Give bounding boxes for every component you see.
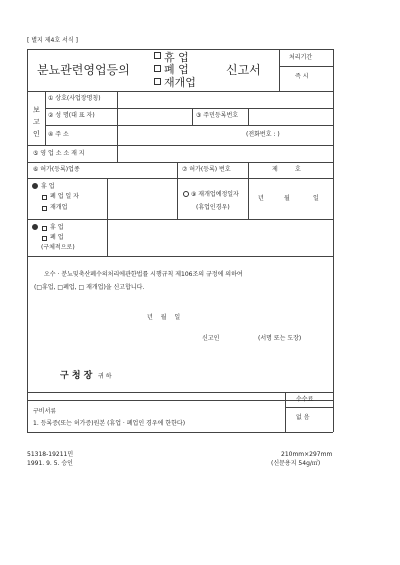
permit-no-label: ⑦ 허가(등록) 번호 (182, 166, 231, 173)
fee-label: 수수료 (296, 396, 314, 403)
reporter-section-label: 보 고 인 (33, 106, 40, 138)
checkbox-suspend[interactable] (154, 52, 161, 59)
period-checkbox-resume[interactable] (42, 206, 47, 211)
address-label: ④ 주 소 (48, 131, 69, 138)
business-name-field[interactable] (118, 92, 332, 107)
signer-label: 신고인 (202, 335, 220, 342)
title-option-resume: 재개업 (164, 76, 196, 89)
phone-label: (전화번호 : ) (246, 131, 280, 138)
period-date-field[interactable] (108, 179, 176, 218)
resume-year: 년 (258, 195, 264, 202)
checkbox-resume[interactable] (154, 78, 161, 85)
footer-paper-type: (신문용지 54g/㎡) (271, 460, 321, 467)
declaration-line-2: (□휴업, □폐업, □ 재개업)을 신고합니다. (34, 284, 145, 291)
address-field[interactable] (118, 126, 238, 144)
name-label: ② 성 명(대 표 자) (48, 112, 95, 119)
fee-value: 없 음 (296, 414, 310, 421)
resume-month: 월 (284, 195, 290, 202)
checkbox-close[interactable] (154, 65, 161, 72)
period-option-suspend: 휴 업 (41, 183, 55, 190)
resident-no-label: ③ 주민등록번호 (196, 112, 239, 119)
resume-day: 일 (313, 195, 319, 202)
declaration-date: 년 월 일 (147, 314, 181, 321)
title-option-suspend: 휴 업 (164, 51, 189, 64)
name-field[interactable] (118, 109, 191, 124)
addressee: 구 청 장 (60, 371, 93, 381)
reason-checkbox-close[interactable] (42, 236, 47, 241)
resume-note: (휴업인경우) (196, 204, 230, 211)
period-option-resume: 재개업 (50, 204, 68, 211)
sign-note: (서명 또는 도장) (258, 335, 302, 342)
period-checkbox-close[interactable] (42, 195, 47, 200)
processing-label: 처리기간 (289, 54, 313, 61)
attachments-title: 구비서류 (33, 408, 57, 415)
title-suffix: 신고서 (226, 63, 261, 77)
business-location-label: ⑤ 영 업 소 소 재 지 (33, 150, 85, 157)
permit-type-field[interactable] (108, 163, 176, 177)
business-name-label: ① 상호(사업장명칭) (48, 95, 101, 102)
reason-checkbox-suspend[interactable] (42, 226, 47, 231)
period-option-close: 폐 업 일 자 (50, 193, 79, 200)
title-prefix: 분뇨관련영업등의 (37, 63, 130, 77)
footer-paper-size: 210mm×297mm (281, 451, 333, 458)
attachments-item: 1. 등록증(또는 허가증)원본 (휴업 · 폐업인 경우에 한한다) (33, 420, 186, 427)
resident-no-field[interactable] (249, 109, 332, 124)
permit-no-suffix: 호 (295, 166, 301, 173)
permit-type-label: ⑥ 허가(등록)업종 (33, 166, 80, 173)
footer-code: 51318-19211민 (27, 451, 74, 458)
processing-value: 즉 시 (295, 73, 309, 80)
title-option-close: 폐 업 (164, 63, 189, 76)
declaration-line-1: 오수 · 분뇨및축산폐수의처리에관한법률 시행규칙 제106조의 규정에 의하여 (44, 271, 243, 278)
form-number: [ 별지 제4호 서식 ] (27, 37, 78, 44)
resume-label: ⑨ 재개업예정일자 (191, 191, 239, 198)
period-marker-icon (32, 183, 38, 189)
reason-option-close: 폐 업 (50, 234, 64, 241)
reason-field[interactable] (108, 220, 332, 255)
permit-no-prefix: 제 (272, 166, 278, 173)
resume-marker-icon (183, 191, 189, 197)
reason-option-suspend: 휴 업 (50, 224, 64, 231)
addressee-suffix: 귀 하 (98, 373, 112, 380)
footer-approval: 1991. 9. 5. 승인 (27, 460, 73, 467)
business-location-field[interactable] (118, 146, 332, 161)
reason-marker-icon (32, 224, 38, 230)
reason-note: (구체적으로) (41, 244, 75, 251)
